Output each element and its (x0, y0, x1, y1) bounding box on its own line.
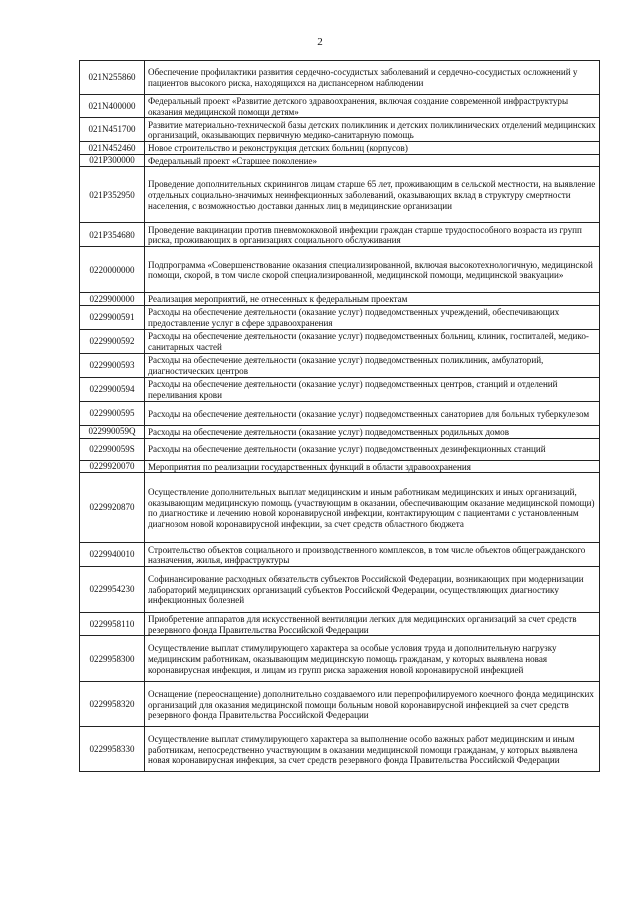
row-description: Приобретение аппаратов для искусственной вентиляции легких для медицинских организаций за счет средств резервного фонда Правительства Российской Федерации (145, 613, 600, 636)
row-code: 021P352950 (80, 167, 145, 223)
table-row (80, 329, 600, 353)
row-description: Осуществление выплат стимулирующего характера за особые условия труда и дополнительную нагрузку медицинским работникам, оказывающим медицинскую помощь гражданам, у которых выявлена новая коронавирусная инфекция, и лицам из групп риска заражения новой коронавирусной инфекцией (145, 636, 600, 682)
table-row (80, 247, 600, 293)
row-description: Мероприятия по реализации государственных функций в области здравоохранения (145, 460, 600, 473)
row-code: 021N255860 (80, 61, 145, 95)
table-row (80, 727, 600, 772)
table-row (80, 95, 600, 118)
row-code: 021P354680 (80, 223, 145, 247)
table-row (80, 543, 600, 567)
row-description: Расходы на обеспечение деятельности (оказание услуг) подведомственных санаториев для больных туберкулезом (145, 401, 600, 425)
row-description: Оснащение (переоснащение) дополнительно создаваемого или перепрофилируемого коечного фонда медицинских организаций для оказания медицинской помощи больным новой коронавирусной инфекцией за счет средств резервного фонда Правительства Российской Федерации (145, 682, 600, 727)
row-code: 0229958110 (80, 613, 145, 636)
row-code: 021N400000 (80, 95, 145, 118)
row-code: 0229958300 (80, 636, 145, 682)
row-description: Новое строительство и реконструкция детских больниц (корпусов) (145, 142, 600, 155)
row-description: Развитие материально-технической базы детских поликлиник и детских поликлинических отделений медицинских организаций, оказывающих первичную медико-санитарную помощь (145, 118, 600, 142)
table-row (80, 223, 600, 247)
table-row (80, 401, 600, 425)
table-row (80, 353, 600, 377)
row-description: Проведение дополнительных скринингов лицам старше 65 лет, проживающим в сельской местности, на выявление отдельных социально-значимых неинфекционных заболеваний, оказывающих вклад в структуру смертности населения, с возможностью доставки данных лиц в медицинские организации (145, 167, 600, 223)
row-description: Расходы на обеспечение деятельности (оказание услуг) подведомственных учреждений, обеспечивающих предоставление услуг в сфере здравоохранения (145, 305, 600, 329)
row-code: 022990059Q (80, 425, 145, 438)
table-row (80, 636, 600, 682)
row-description: Расходы на обеспечение деятельности (оказание услуг) подведомственных поликлиник, амбулаторий, диагностических центров (145, 353, 600, 377)
row-code: 0229900592 (80, 329, 145, 353)
row-description: Реализация мероприятий, не отнесенных к федеральным проектам (145, 293, 600, 306)
row-code: 0229900000 (80, 293, 145, 306)
row-code: 0229900595 (80, 401, 145, 425)
table-row (80, 377, 600, 401)
table-row (80, 473, 600, 543)
table-row (80, 293, 600, 306)
row-description: Осуществление дополнительных выплат медицинским и иным работникам медицинских и иных организаций, оказывающим медицинскую помощь (участвующим в оказании, обеспечивающим оказание медицинской помощи) по диагностике и лечению новой коронавирусной инфекции, контактирующим с пациентами с установленным диагнозом новой коронавирусной инфекции, за счет средств областного бюджета (145, 473, 600, 543)
table-row (80, 142, 600, 155)
row-code: 0229900593 (80, 353, 145, 377)
row-code: 0229940010 (80, 543, 145, 567)
table-row (80, 438, 600, 460)
budget-codes-table (79, 60, 600, 772)
table-row (80, 425, 600, 438)
table-body (80, 61, 600, 772)
row-code: 021P300000 (80, 154, 145, 167)
row-code: 021N452460 (80, 142, 145, 155)
table-row (80, 682, 600, 727)
table-row (80, 61, 600, 95)
row-description: Софинансирование расходных обязательств субъектов Российской Федерации, возникающих при модернизации лабораторий медицинских организаций субъектов Российской Федерации, осуществляющих диагностику инфекционных болезней (145, 567, 600, 613)
row-code: 0229920070 (80, 460, 145, 473)
row-code: 0229920870 (80, 473, 145, 543)
row-description: Подпрограмма «Совершенствование оказания специализированной, включая высокотехнологичную, медицинской помощи, скорой, в том числе скорой специализированной, медицинской помощи, медицинской эвакуации» (145, 247, 600, 293)
page-number: 2 (317, 36, 323, 48)
row-description: Расходы на обеспечение деятельности (оказание услуг) подведомственных дезинфекционных станций (145, 438, 600, 460)
row-code: 0229958330 (80, 727, 145, 772)
row-description: Осуществление выплат стимулирующего характера за выполнение особо важных работ медицинским и иным работникам, непосредственно участвующим в оказании медицинской помощи гражданам, у которых выявлена новая коронавирусная инфекция, за счет средств резервного фонда Правительства Российской Федерации (145, 727, 600, 772)
row-description: Расходы на обеспечение деятельности (оказание услуг) подведомственных центров, станций и отделений переливания крови (145, 377, 600, 401)
row-description: Строительство объектов социального и производственного комплексов, в том числе объектов общегражданского назначения, жилья, инфраструктуры (145, 543, 600, 567)
row-code: 0229958320 (80, 682, 145, 727)
row-description: Обеспечение профилактики развития сердечно-сосудистых заболеваний и сердечно-сосудистых осложнений у пациентов высокого риска, находящихся на диспансерном наблюдении (145, 61, 600, 95)
table-row (80, 154, 600, 167)
row-description: Расходы на обеспечение деятельности (оказание услуг) подведомственных больниц, клиник, госпиталей, медико-санитарных частей (145, 329, 600, 353)
row-description: Расходы на обеспечение деятельности (оказание услуг) подведомственных родильных домов (145, 425, 600, 438)
table-row (80, 118, 600, 142)
row-code: 0220000000 (80, 247, 145, 293)
row-code: 0229900594 (80, 377, 145, 401)
table-row (80, 305, 600, 329)
row-description: Федеральный проект «Развитие детского здравоохранения, включая создание современной инфраструктуры оказания медицинской помощи детям» (145, 95, 600, 118)
table-row (80, 167, 600, 223)
row-code: 021N451700 (80, 118, 145, 142)
row-description: Федеральный проект «Старшее поколение» (145, 154, 600, 167)
table-row (80, 613, 600, 636)
row-code: 0229954230 (80, 567, 145, 613)
row-code: 022990059S (80, 438, 145, 460)
table-row (80, 460, 600, 473)
row-code: 0229900591 (80, 305, 145, 329)
row-description: Проведение вакцинации против пневмококковой инфекции граждан старше трудоспособного возраста из групп риска, проживающих в организациях социального обслуживания (145, 223, 600, 247)
table-row (80, 567, 600, 613)
